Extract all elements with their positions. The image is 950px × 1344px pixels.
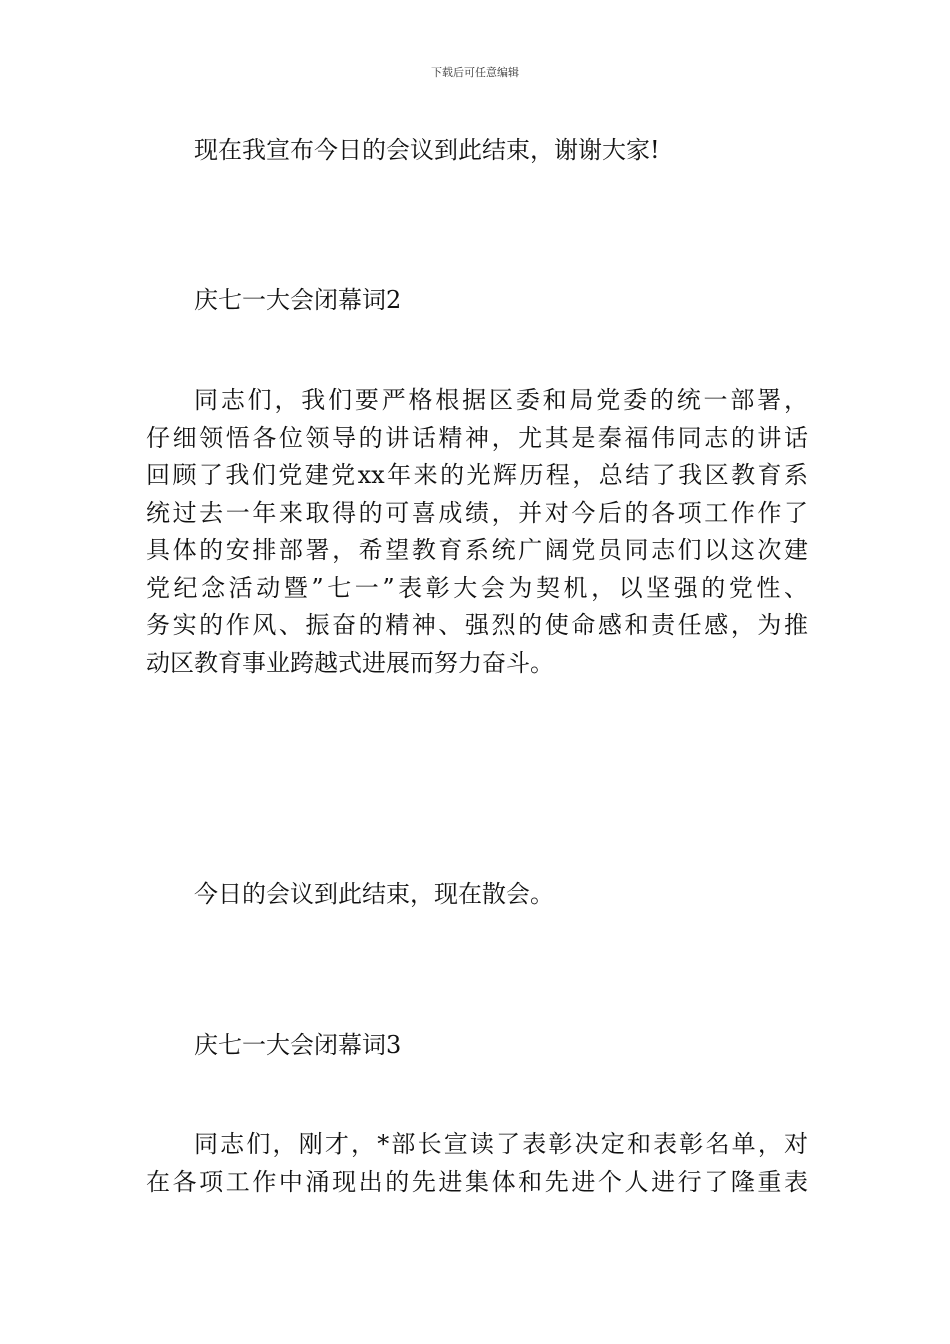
section-heading-3: 庆七一大会闭幕词3 xyxy=(194,1031,402,1059)
text-line: 仔细领悟各位领导的讲话精神，尤其是秦福伟同志的讲话 xyxy=(146,423,808,452)
text-line: 在各项工作中涌现出的先进集体和先进个人进行了隆重表 xyxy=(146,1167,808,1196)
text-line: 务实的作风、振奋的精神、强烈的使命感和责任感，为推 xyxy=(146,611,808,639)
text-line: 回顾了我们党建党xx年来的光辉历程，总结了我区教育系 xyxy=(146,461,808,489)
closing-sentence: 现在我宣布今日的会议到此结束，谢谢大家! xyxy=(194,136,660,164)
text-line: 具体的安排部署，希望教育系统广阔党员同志们以这次建 xyxy=(146,536,808,564)
paragraph-closing-speech-2 xyxy=(146,382,808,682)
text-line: 统过去一年来取得的可喜成绩，并对今后的各项工作作了 xyxy=(146,498,808,527)
paragraph-closing-speech-3 xyxy=(146,1126,808,1201)
text-line: 同志们，我们要严格根据区委和局党委的统一部署， xyxy=(194,386,808,414)
text-line: 同志们，刚才，*部长宣读了表彰决定和表彰名单，对 xyxy=(194,1130,808,1158)
text-line: 党纪念活动暨”七一”表彰大会为契机，以坚强的党性、 xyxy=(146,573,808,602)
page-header-note: 下载后可任意编辑 xyxy=(431,66,519,79)
section-heading-2: 庆七一大会闭幕词2 xyxy=(194,286,402,314)
text-line: 动区教育事业跨越式进展而努力奋斗。 xyxy=(146,648,554,677)
meeting-adjourned-sentence: 今日的会议到此结束，现在散会。 xyxy=(194,880,554,908)
